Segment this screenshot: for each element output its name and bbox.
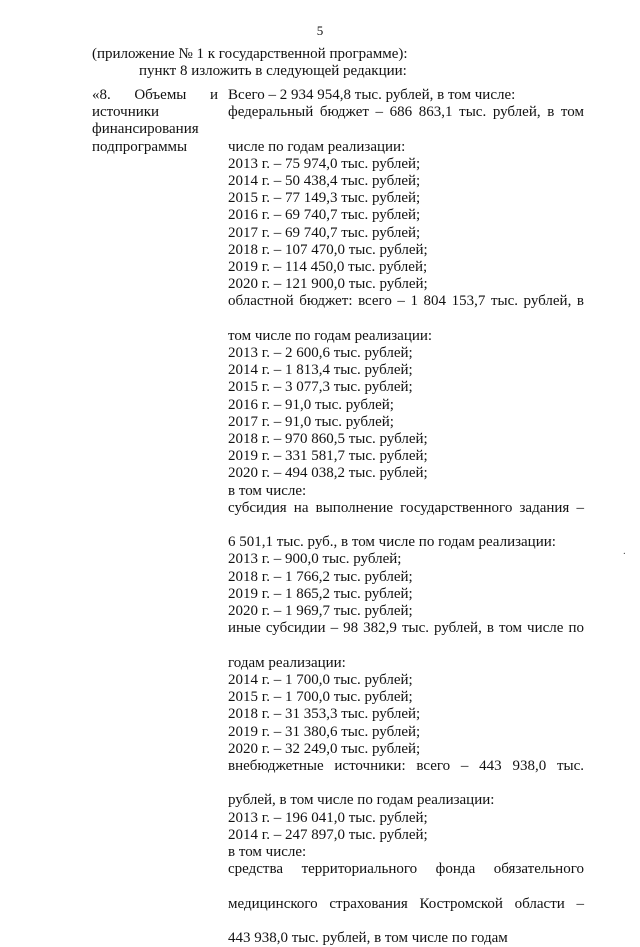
- insurance-fund-line: медицинского страхования Костромской области –: [228, 895, 584, 912]
- extrabudgetary-line: рублей, в том числе по годам реализации:: [228, 792, 495, 809]
- year-line: 2020 г. – 121 900,0 тыс. рублей;: [228, 276, 428, 293]
- year-line: 2017 г. – 69 740,7 тыс. рублей;: [228, 224, 421, 241]
- row-label-word: Объемы: [134, 87, 187, 103]
- year-line: 2013 г. – 196 041,0 тыс. рублей;: [228, 809, 428, 826]
- extrabudgetary-years: [228, 810, 584, 844]
- year-line: 2019 г. – 31 380,6 тыс. рублей;: [228, 723, 421, 740]
- insurance-fund-line: средства территориального фонда обязательного: [228, 861, 584, 878]
- year-line: 2020 г. – 32 249,0 тыс. рублей;: [228, 740, 421, 757]
- row-content: [228, 87, 584, 947]
- year-line: 2014 г. – 1 813,4 тыс. рублей;: [228, 362, 413, 379]
- intro-line: (приложение № 1 к государственной программе):: [92, 46, 408, 62]
- row-label: [92, 87, 222, 156]
- row-number: «8.: [92, 87, 111, 103]
- year-line: 2018 г. – 1 766,2 тыс. рублей;: [228, 568, 413, 585]
- regional-budget-line: том числе по годам реализации:: [228, 327, 433, 344]
- including-label: в том числе:: [228, 843, 307, 860]
- row-label-line: финансирования: [92, 121, 199, 138]
- intro-instruction: пункт 8 изложить в следующей редакции:: [139, 63, 407, 80]
- year-line: 2017 г. – 91,0 тыс. рублей;: [228, 413, 394, 430]
- year-line: 2013 г. – 75 974,0 тыс. рублей;: [228, 155, 421, 172]
- year-line: 2014 г. – 247 897,0 тыс. рублей;: [228, 826, 428, 843]
- other-subsidies-years: [228, 672, 584, 758]
- year-line: 2013 г. – 2 600,6 тыс. рублей;: [228, 345, 413, 362]
- year-line: 2019 г. – 331 581,7 тыс. рублей;: [228, 448, 428, 465]
- year-line: 2018 г. – 107 470,0 тыс. рублей;: [228, 241, 428, 258]
- other-subsidies-line: годам реализации:: [228, 654, 346, 671]
- other-subsidies-line: иные субсидии – 98 382,9 тыс. рублей, в том числе по: [228, 620, 584, 637]
- federal-budget-line: федеральный бюджет – 686 863,1 тыс. рублей, в том: [228, 104, 584, 121]
- subsidy-years: [228, 551, 584, 620]
- intro-text: [92, 46, 592, 80]
- year-line: 2014 г. – 1 700,0 тыс. рублей;: [228, 671, 413, 688]
- year-line: 2015 г. – 1 700,0 тыс. рублей;: [228, 689, 413, 706]
- extrabudgetary-line: внебюджетные источники: всего – 443 938,0 тыс.: [228, 757, 584, 774]
- year-line: 2020 г. – 1 969,7 тыс. рублей;: [228, 603, 413, 620]
- regional-years: [228, 345, 584, 483]
- federal-budget-line: числе по годам реализации:: [228, 138, 406, 155]
- row-label-word: и: [209, 87, 218, 103]
- year-line: 2016 г. – 69 740,7 тыс. рублей;: [228, 207, 421, 224]
- including-label: в том числе:: [228, 482, 307, 499]
- year-line: 2020 г. – 494 038,2 тыс. рублей;: [228, 465, 428, 482]
- year-line: 2013 г. – 900,0 тыс. рублей;: [228, 551, 402, 568]
- regional-budget-line: областной бюджет: всего – 1 804 153,7 тыс. рублей, в: [228, 293, 584, 310]
- insurance-fund-line: 443 938,0 тыс. рублей, в том числе по годам: [228, 929, 508, 946]
- row-label-first-line: [92, 87, 218, 104]
- federal-years: [228, 156, 584, 294]
- year-line: 2014 г. – 50 438,4 тыс. рублей;: [228, 173, 421, 190]
- page-number: 5: [316, 23, 324, 38]
- year-line: 2018 г. – 31 353,3 тыс. рублей;: [228, 706, 421, 723]
- year-line: 2018 г. – 970 860,5 тыс. рублей;: [228, 431, 428, 448]
- subsidy-line: 6 501,1 тыс. руб., в том числе по годам реализации:: [228, 534, 556, 551]
- year-line: 2016 г. – 91,0 тыс. рублей;: [228, 396, 394, 413]
- subsidy-line: субсидия на выполнение государственного задания –: [228, 499, 584, 516]
- total-line: Всего – 2 934 954,8 тыс. рублей, в том числе:: [228, 87, 516, 103]
- margin-mark: .: [623, 545, 626, 557]
- year-line: 2019 г. – 114 450,0 тыс. рублей;: [228, 259, 428, 276]
- year-line: 2019 г. – 1 865,2 тыс. рублей;: [228, 585, 413, 602]
- year-line: 2015 г. – 3 077,3 тыс. рублей;: [228, 379, 413, 396]
- row-label-line: подпрограммы: [92, 138, 188, 155]
- year-line: 2015 г. – 77 149,3 тыс. рублей;: [228, 190, 421, 207]
- row-label-line: источники: [92, 104, 160, 121]
